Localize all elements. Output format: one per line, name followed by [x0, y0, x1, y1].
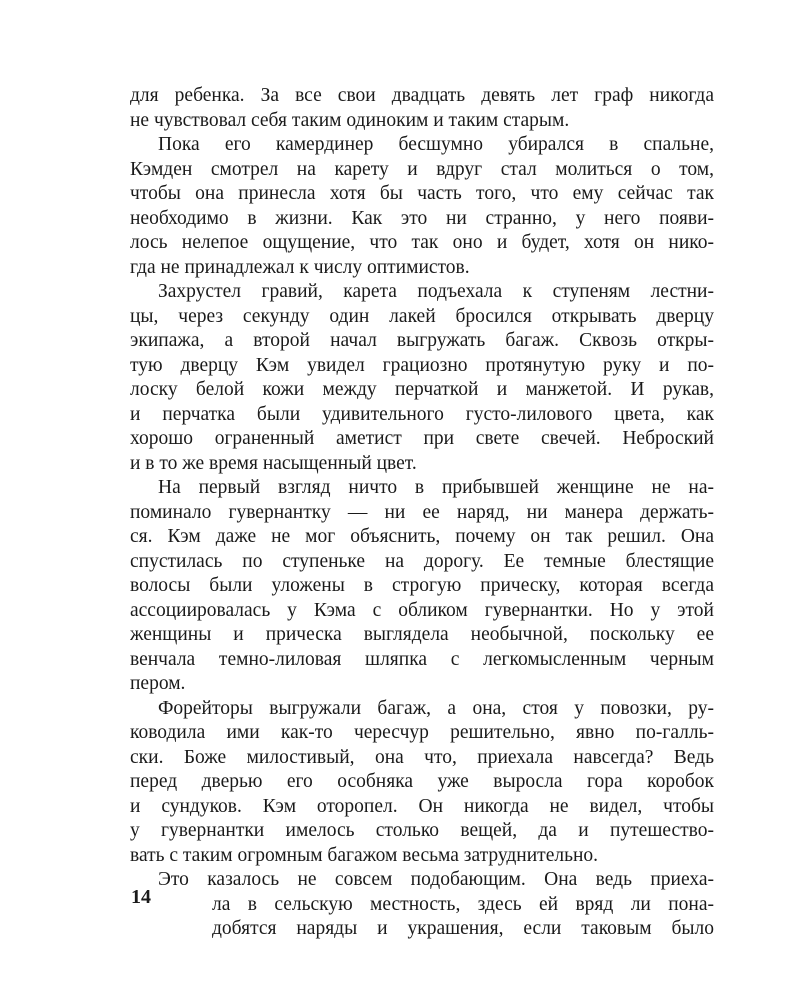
text-line: Это казалось не совсем подобающим. Она ведь приеха-	[158, 869, 714, 890]
text-line: ся. Кэм даже не мог объяснить, почему он так решил. Она	[130, 526, 714, 547]
text-line: пером.	[130, 673, 186, 694]
text-line: ла в сельскую местность, здесь ей вряд ли пона-	[212, 893, 714, 915]
text-line: На первый взгляд ничто в прибывшей женщине не на-	[158, 477, 714, 498]
text-line: хорошо ограненный аметист при свете свечей. Неброский	[130, 428, 714, 449]
text-line: и перчатка были удивительного густо-лилового цвета, как	[130, 403, 714, 425]
text-line: лось нелепое ощущение, что так оно и будет, хотя он нико-	[130, 232, 714, 253]
text-line: тую дверцу Кэм увидел грациозно протянутую руку и по-	[130, 354, 714, 376]
text-line: экипажа, а второй начал выгружать багаж. Сквозь откры-	[130, 330, 714, 351]
text-line: гда не принадлежал к числу оптимистов.	[130, 256, 470, 278]
text-line: венчала темно-лиловая шляпка с легкомысленным черным	[130, 648, 714, 670]
text-line: волосы были уложены в строгую прическу, которая всегда	[130, 575, 714, 596]
text-line: спустилась по ступеньке на дорогу. Ее темные блестящие	[130, 550, 714, 572]
text-line: необходимо в жизни. Как это ни странно, у него появи-	[130, 207, 714, 229]
text-line: и сундуков. Кэм оторопел. Он никогда не видел, чтобы	[130, 795, 714, 817]
text-line: перед дверью его особняка уже выросла гора коробок	[130, 771, 714, 792]
text-line: не чувствовал себя таким одиноким и таким старым.	[130, 109, 570, 131]
text-line: поминало гувернантку — ни ее наряд, ни манера держать-	[130, 501, 714, 523]
text-line: у гувернантки имелось столько вещей, да и путешество-	[130, 820, 714, 841]
text-line: ассоциировалась у Кэма с обликом гувернантки. Но у этой	[130, 599, 714, 621]
text-line: чтобы она принесла хотя бы часть того, что ему сейчас так	[130, 183, 714, 204]
text-line: Форейторы выгружали багаж, а она, стоя у повозки, ру-	[158, 697, 714, 719]
text-line: Кэмден смотрел на карету и вдруг стал молиться о том,	[130, 158, 714, 180]
text-line: Пока его камердинер бесшумно убирался в спальне,	[158, 134, 714, 155]
text-line: ководила ими как-то чересчур решительно, явно по-галль-	[130, 722, 714, 743]
body-text	[130, 84, 714, 942]
text-line: добятся наряды и украшения, если таковым было	[212, 918, 714, 939]
text-line: и в то же время насыщенный цвет.	[130, 452, 417, 474]
text-line: лоску белой кожи между перчаткой и манжетой. И рукав,	[130, 379, 714, 400]
text-line: Захрустел гравий, карета подъехала к ступеням лестни-	[158, 281, 714, 302]
text-line: цы, через секунду один лакей бросился открывать дверцу	[130, 305, 714, 327]
text-line: вать с таким огромным багажом весьма затруднительно.	[130, 844, 599, 866]
page-number: 14	[131, 886, 151, 908]
text-line: женщины и прическа выглядела необычной, поскольку ее	[130, 624, 714, 645]
text-line: для ребенка. За все свои двадцать девять лет граф никогда	[130, 85, 714, 106]
text-line: ски. Боже милостивый, она что, приехала навсегда? Ведь	[130, 746, 714, 768]
